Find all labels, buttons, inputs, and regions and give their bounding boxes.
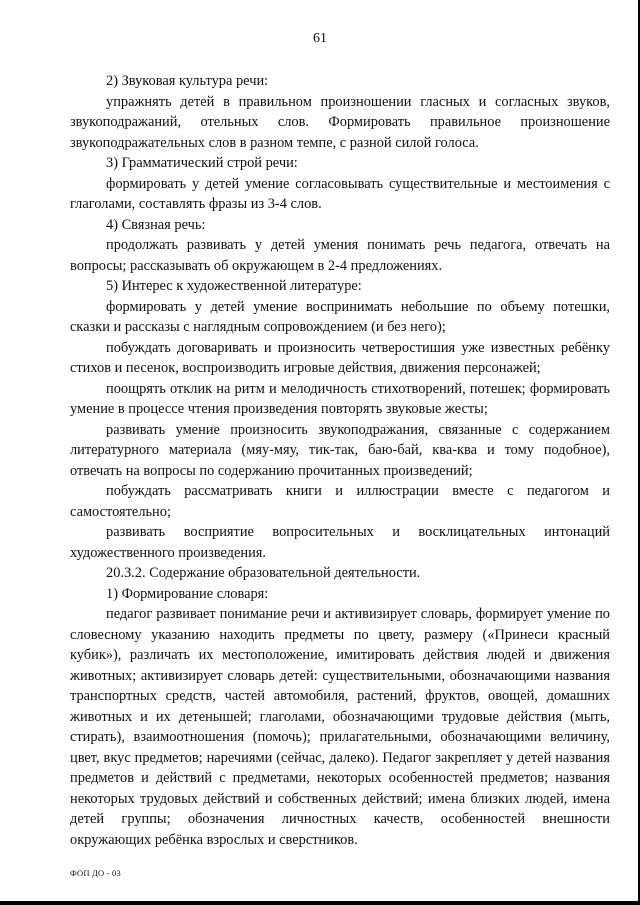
body-text (70, 71, 610, 850)
paragraph-literature-3: поощрять отклик на ритм и мелодичность стихотворений, потешек; формировать умение в процессе чтения произведения повторять звуковые жесты; (70, 380, 610, 417)
heading-vocabulary: 1) Формирование словаря: (106, 585, 269, 602)
section-heading-content: 20.3.2. Содержание образовательной деятельности. (106, 565, 421, 581)
scan-edge-bottom (0, 901, 640, 905)
paragraph-literature-6: развивать восприятие вопросительных и восклицательных интонаций художественного произведения. (70, 524, 610, 561)
paragraph-literature-4: развивать умение произносить звукоподражания, связанные с содержанием литературного материала (мяу-мяу, тик-так, баю-бай, ква-ква и тому подобное), отвечать на вопросы по содержанию прочитанных произведений; (70, 421, 610, 479)
paragraph-literature-1: формировать у детей умение воспринимать небольшие по объему потешки, сказки и рассказы с наглядным сопровождением (и без него); (70, 298, 610, 335)
heading-coherent-speech: 4) Связная речь: (106, 216, 206, 233)
paragraph-coherent-speech: продолжать развивать у детей умения понимать речь педагога, отвечать на вопросы; рассказывать об окружающем в 2-4 предложениях. (70, 237, 610, 274)
page-number: 61 (313, 31, 327, 46)
paragraph-sound-culture: упражнять детей в правильном произношении гласных и согласных звуков, звукоподражаний, отельных слов. Формировать правильное произношение звукоподражательных слов в разном темпе, с разной силой голоса. (70, 93, 610, 151)
paragraph-grammar: формировать у детей умение согласовывать существительные и местоимения с глаголами, составлять фразы из 3-4 слов. (70, 175, 610, 212)
heading-sound-culture: 2) Звуковая культура речи: (106, 73, 269, 89)
heading-grammar: 3) Грамматический строй речи: (106, 155, 298, 171)
paragraph-vocabulary: педагог развивает понимание речи и активизирует словарь, формирует умение по словесному указанию находить предметы по цвету, размеру («Принеси красный кубик»), различать их местоположение, имитировать действия людей и движения животных; активизирует словарь детей: существительными, обозначающими названия транспортных средств, частей автомобиля, растений, фруктов, овощей, домашних животных и их детенышей; глаголами, обозначающими трудовые действия (мыть, стирать), взаимоотношения (помочь); прилагательными, обозначающими величину, цвет, вкус предметов; наречиями (сейчас, далеко). Педагог закрепляет у детей названия предметов и действий с предметами, некоторых особенностей предметов; названия некоторых трудовых действий и собственных действий; имена близких людей, имена детей группы; обозначения личностных качеств, особенностей внешности окружающих ребёнка взрослых и сверстников. (70, 606, 610, 848)
paragraph-literature-2: побуждать договаривать и произносить четверостишия уже известных ребёнку стихов и песенок, воспроизводить игровые действия, движения персонажей; (70, 339, 610, 376)
footer-code: ФОП ДО - 03 (70, 868, 121, 878)
paragraph-literature-5: побуждать рассматривать книги и иллюстрации вместе с педагогом и самостоятельно; (70, 483, 610, 520)
heading-literature-interest: 5) Интерес к художественной литературе: (106, 278, 362, 294)
